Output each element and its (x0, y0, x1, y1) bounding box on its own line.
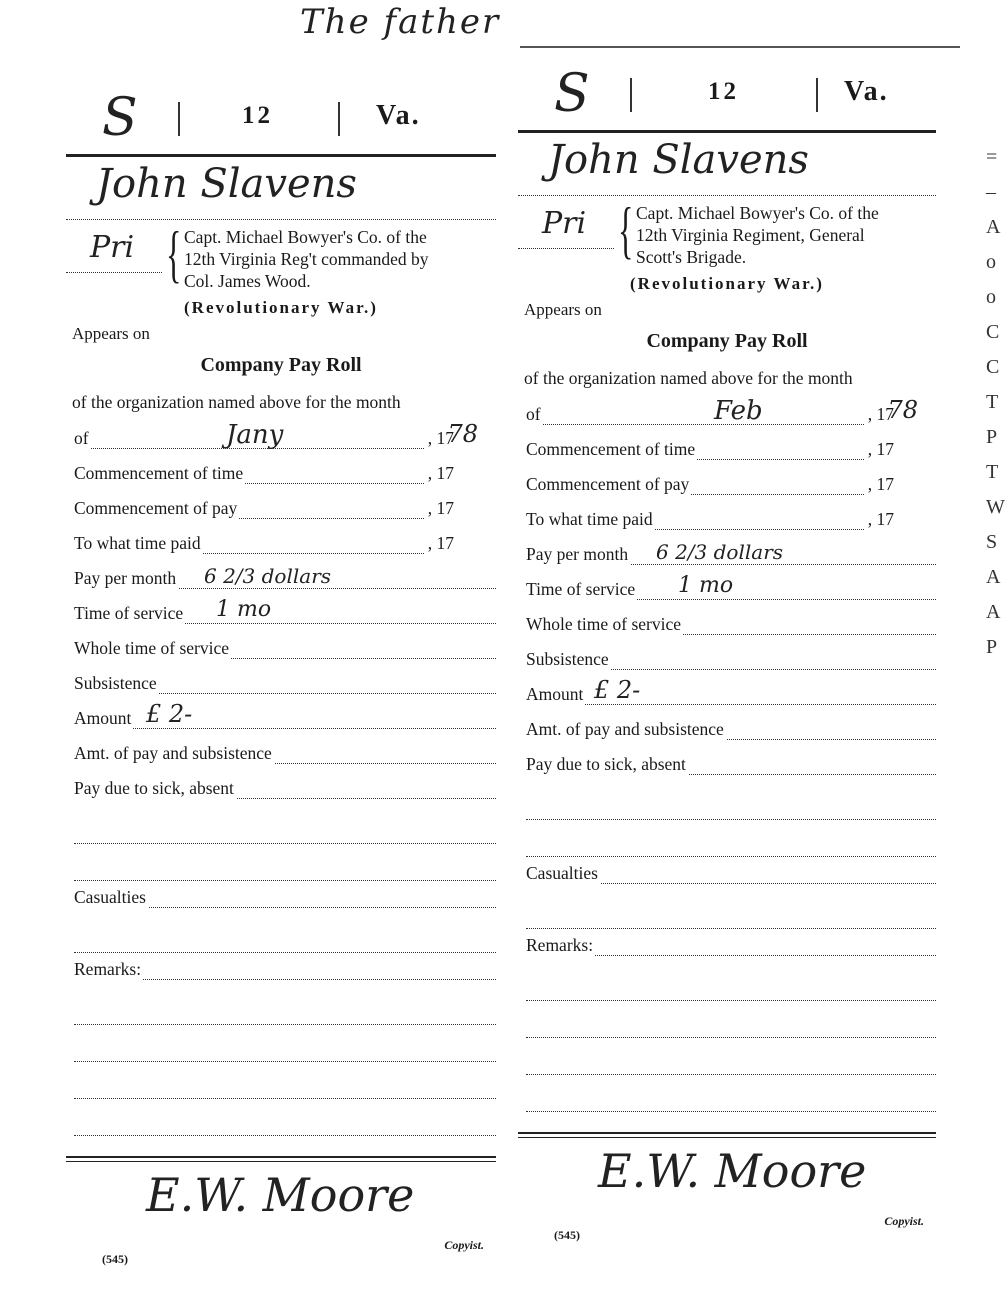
copyist-label: Copyist. (884, 1214, 924, 1228)
blank-line (74, 1062, 496, 1099)
soldier-name: John Slavens (548, 137, 809, 183)
casualties-label: Casualties (74, 887, 146, 907)
amount-value: £ 2- (594, 676, 641, 704)
roll-type: Company Pay Roll (200, 354, 362, 376)
subsistence-label: Subsistence (526, 649, 609, 669)
pay-per-month-label: Pay per month (526, 544, 629, 564)
whole-time-label: Whole time of service (74, 638, 230, 658)
time-of-service-value: 1 mo (216, 597, 272, 622)
brace-glyph: { (166, 218, 182, 289)
commencement-pay-field (66, 492, 496, 527)
remarks-field (66, 953, 496, 988)
pay-due-sick-label: Pay due to sick, absent (526, 754, 686, 774)
unit-line: 12th Virginia Regiment, General (636, 225, 865, 245)
blank-line (74, 916, 496, 953)
margin-fragment: C (986, 321, 1000, 343)
margin-fragment: P (986, 636, 998, 658)
footer-rule (518, 1132, 936, 1138)
subsistence-field (66, 667, 496, 702)
regiment-number: 12 (242, 102, 273, 129)
time-paid-label: To what time paid (74, 533, 201, 553)
year-prefix: , 17 (427, 533, 454, 553)
regiment-number: 12 (708, 78, 739, 105)
casualties-label: Casualties (526, 863, 598, 883)
commencement-pay-label: Commencement of pay (74, 498, 238, 518)
blank-line (74, 844, 496, 881)
soldier-name-row (518, 133, 936, 196)
margin-fragment: T (986, 391, 999, 413)
month-label: of (526, 404, 541, 424)
copyist-signature: E.W. Moore (146, 1168, 415, 1222)
rank: Pri (542, 206, 587, 241)
remarks-label: Remarks: (74, 959, 142, 979)
pay-due-sick-field (66, 772, 496, 807)
year-prefix: , 17 (867, 439, 894, 459)
unit-description (184, 226, 496, 292)
header-separator (338, 102, 340, 136)
margin-fragment: o (986, 286, 996, 308)
header-separator (178, 102, 180, 136)
form-number: (545) (554, 1228, 580, 1242)
rank: Pri (90, 230, 135, 265)
blank-line (74, 988, 496, 1025)
year-prefix: , 17 (427, 428, 454, 448)
pay-due-sick-field (518, 748, 936, 783)
blank-line (74, 1099, 496, 1136)
pay-per-month-value: 6 2/3 dollars (204, 564, 332, 588)
pay-due-sick-label: Pay due to sick, absent (74, 778, 234, 798)
year-prefix: , 17 (867, 474, 894, 494)
war-heading: (Revolutionary War.) (184, 298, 378, 317)
rank-unit-block (66, 218, 496, 296)
commencement-time-field (518, 433, 936, 468)
year-value: 78 (887, 396, 918, 424)
code-letter: S (554, 64, 590, 124)
copyist-label: Copyist. (444, 1238, 484, 1252)
header-separator (816, 78, 818, 112)
month-field (66, 422, 496, 457)
rank-line (518, 248, 614, 249)
year-prefix: , 17 (427, 463, 454, 483)
blank-line (526, 1001, 936, 1038)
time-paid-field (518, 503, 936, 538)
unit-line: Capt. Michael Bowyer's Co. of the (184, 227, 427, 247)
time-of-service-field (518, 573, 936, 608)
card-header (66, 88, 496, 157)
subsistence-label: Subsistence (74, 673, 157, 693)
month-field (518, 398, 936, 433)
card-footer (66, 1238, 496, 1278)
organization-line: of the organization named above for the month (72, 392, 401, 412)
appears-on-label: Appears on (524, 300, 602, 319)
whole-time-label: Whole time of service (526, 614, 682, 634)
month-value: Jany (226, 420, 284, 450)
time-paid-label: To what time paid (526, 509, 653, 529)
time-paid-field (66, 527, 496, 562)
form-number: (545) (102, 1252, 128, 1266)
blank-line (526, 1075, 936, 1112)
margin-fragment: A (986, 216, 1001, 238)
time-of-service-label: Time of service (526, 579, 636, 599)
rank-line (66, 272, 162, 273)
war-heading: (Revolutionary War.) (630, 274, 824, 293)
soldier-name: John Slavens (96, 161, 357, 207)
amount-field (66, 702, 496, 737)
margin-fragment: T (986, 461, 999, 483)
margin-fragment: o (986, 251, 996, 273)
unit-line: 12th Virginia Reg't commanded by (184, 249, 429, 269)
commencement-pay-field (518, 468, 936, 503)
code-letter: S (102, 88, 138, 148)
blank-line (526, 1038, 936, 1075)
pay-roll-card-february (518, 64, 936, 1254)
state-abbrev: Va. (376, 100, 421, 131)
unit-description (636, 202, 936, 268)
margin-fragment: A (986, 601, 1001, 623)
year-value: 78 (447, 420, 478, 448)
amount-value: £ 2- (146, 700, 193, 728)
unit-line: Scott's Brigade. (636, 247, 747, 267)
margin-fragment: C (986, 356, 1000, 378)
whole-time-field (66, 632, 496, 667)
blank-line (74, 807, 496, 844)
casualties-field (518, 857, 936, 892)
whole-time-field (518, 608, 936, 643)
pay-per-month-label: Pay per month (74, 568, 177, 588)
unit-line: Col. James Wood. (184, 271, 311, 291)
rank-unit-block (518, 194, 936, 272)
roll-type: Company Pay Roll (646, 330, 808, 352)
amount-pay-subsistence-label: Amt. of pay and subsistence (74, 743, 272, 763)
footer-rule (66, 1156, 496, 1162)
header-separator (630, 78, 632, 112)
sheet-edge-line (520, 46, 960, 48)
year-prefix: , 17 (427, 498, 454, 518)
blank-line (526, 892, 936, 929)
year-prefix: , 17 (867, 404, 894, 424)
pay-roll-card-january (66, 88, 496, 1278)
remarks-label: Remarks: (526, 935, 594, 955)
appears-on-label: Appears on (72, 324, 150, 343)
unit-line: Capt. Michael Bowyer's Co. of the (636, 203, 879, 223)
time-of-service-field (66, 597, 496, 632)
commencement-pay-label: Commencement of pay (526, 474, 690, 494)
pay-per-month-field (66, 562, 496, 597)
time-of-service-value: 1 mo (678, 573, 734, 598)
blank-line (526, 783, 936, 820)
soldier-name-row (66, 157, 496, 220)
handwritten-note-the-father: The father (300, 2, 501, 42)
amount-pay-subsistence-field (66, 737, 496, 772)
margin-fragment: A (986, 566, 1001, 588)
adjacent-card-fragment (986, 140, 1005, 665)
pay-per-month-field (518, 538, 936, 573)
brace-glyph: { (618, 194, 634, 265)
month-label: of (74, 428, 89, 448)
time-of-service-label: Time of service (74, 603, 184, 623)
amount-pay-subsistence-field (518, 713, 936, 748)
casualties-field (66, 881, 496, 916)
commencement-time-label: Commencement of time (526, 439, 696, 459)
amount-field (518, 678, 936, 713)
blank-line (74, 1025, 496, 1062)
blank-line (526, 964, 936, 1001)
card-footer (518, 1214, 936, 1254)
copyist-signature: E.W. Moore (598, 1144, 867, 1198)
pay-per-month-value: 6 2/3 dollars (656, 540, 784, 564)
state-abbrev: Va. (844, 76, 889, 107)
commencement-time-field (66, 457, 496, 492)
month-value: Feb (714, 396, 763, 426)
margin-fragment: P (986, 426, 998, 448)
blank-line (526, 820, 936, 857)
year-prefix: , 17 (867, 509, 894, 529)
commencement-time-label: Commencement of time (74, 463, 244, 483)
amount-label: Amount (526, 684, 584, 704)
amount-label: Amount (74, 708, 132, 728)
margin-fragment: W (986, 496, 1005, 518)
amount-pay-subsistence-label: Amt. of pay and subsistence (526, 719, 724, 739)
card-header (518, 64, 936, 133)
subsistence-field (518, 643, 936, 678)
margin-fragment: S (986, 531, 998, 553)
margin-fragment: – (986, 181, 996, 203)
remarks-field (518, 929, 936, 964)
margin-fragment: = (986, 146, 998, 168)
organization-line: of the organization named above for the month (524, 368, 853, 388)
